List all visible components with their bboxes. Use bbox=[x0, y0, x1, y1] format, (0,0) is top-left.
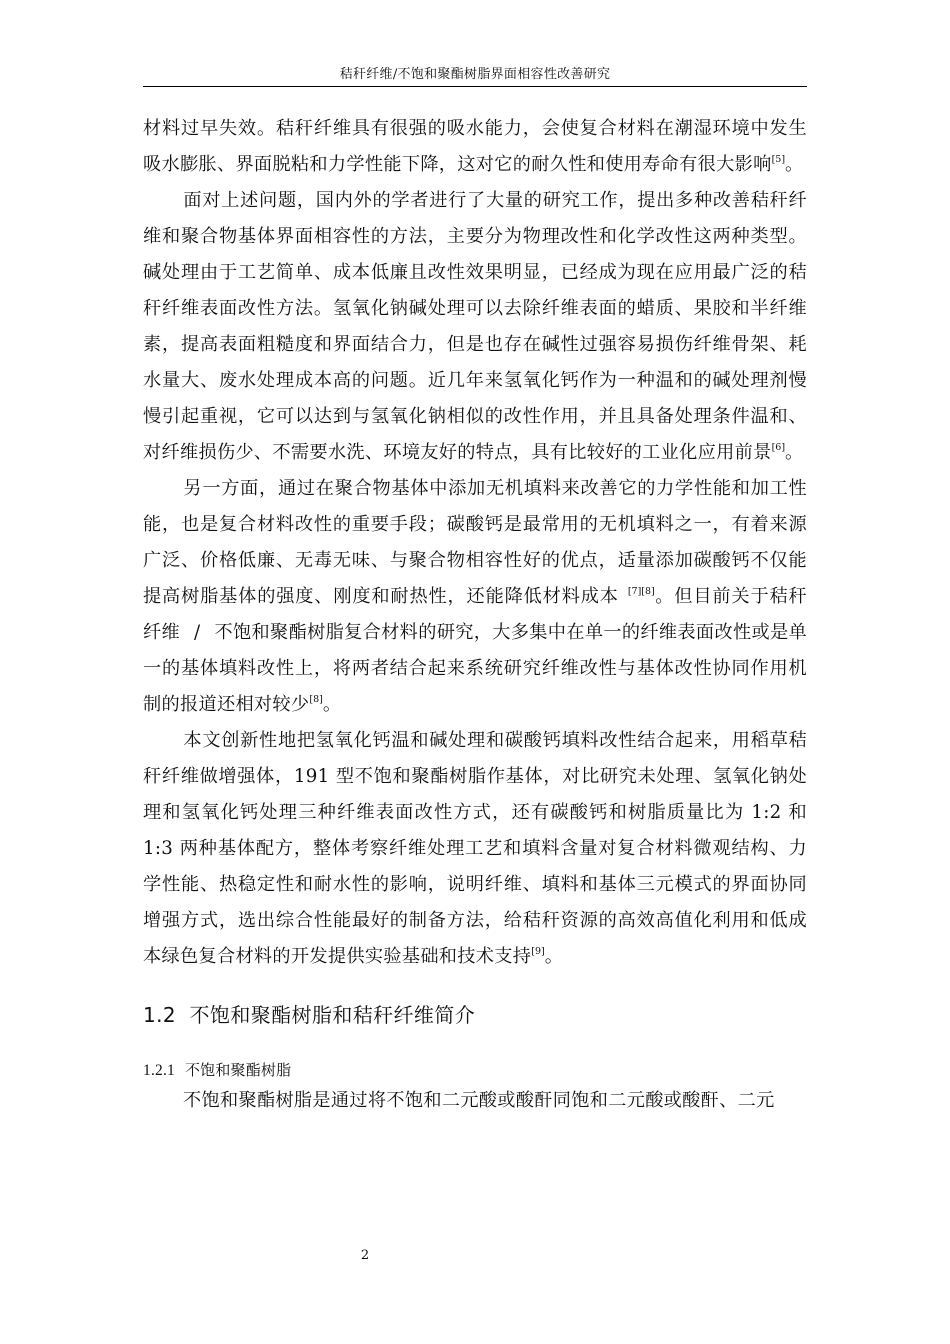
page-number: 2 bbox=[360, 1248, 370, 1263]
section-number: 1.2 bbox=[143, 1003, 177, 1027]
paragraph-problems-and-methods bbox=[143, 183, 807, 471]
section-heading bbox=[143, 1000, 807, 1030]
paragraph-end: 。 bbox=[785, 154, 804, 175]
running-header: 秸秆纤维/不饱和聚酯树脂界面相容性改善研究 bbox=[339, 67, 611, 82]
header-rule bbox=[143, 86, 807, 87]
paragraph-end: 。 bbox=[544, 946, 564, 967]
paragraph-text: 另一方面，通过在聚合物基体中添加无机填料来改善它的力学性能和加工性能，也是复合材料改性的重要手段；碳酸钙是最常用的无机填料之一，有着来源广泛、价格低廉、无毒无味、与聚合物相容性好的优点，适量添加碳酸钙不仅能提高树脂基体的强度、刚度和耐热性，还能降低材料成本 bbox=[143, 478, 807, 607]
section-title: 不饱和聚酯树脂和秸秆纤维简介 bbox=[189, 1003, 476, 1027]
slash: / bbox=[194, 622, 201, 643]
subsection-heading bbox=[143, 1059, 807, 1082]
citation: [5] bbox=[771, 153, 786, 165]
paragraph-research-aims bbox=[143, 723, 807, 975]
subsection-title: 不饱和聚酯树脂 bbox=[184, 1061, 292, 1079]
paragraph-text: 。但目前关于秸秆纤维 bbox=[143, 586, 807, 643]
citation: [8] bbox=[309, 693, 323, 705]
paragraph-text: 不饱和聚酯树脂复合材料的研究，大多集中在单一的纤维表面改性或是单一的基体填料改性上，将两者结合起来系统研究纤维改性与基体改性协同作用机制的报道还相对较少 bbox=[143, 622, 807, 715]
page-body bbox=[143, 111, 807, 1119]
paragraph-text: 本文创新性地把氢氧化钙温和碱处理和碳酸钙填料改性结合起来，用稻草秸秆纤维做增强体，191 型不饱和聚酯树脂作基体，对比研究未处理、氢氧化钠处理和氢氧化钙处理三种纤维表面改性方式，还有碳酸钙和树脂质量比为 1:2 和 1:3 两种基体配方，整体考察纤维处理工艺和填料含量对复合材料微观结构、力学性能、热稳定性和耐水性的影响，说明纤维、填料和基体三元模式的界面协同增强方式，选出综合性能最好的制备方法，给秸秆资源的高效高值化利用和低成本绿色复合材料的开发提供实验基础和技术支持 bbox=[143, 730, 807, 967]
citation: [7][8] bbox=[627, 585, 655, 597]
paragraph-filler-modification bbox=[143, 471, 807, 723]
paragraph-continued bbox=[143, 111, 807, 183]
citation: [9] bbox=[531, 945, 545, 957]
subsection-number: 1.2.1 bbox=[143, 1062, 175, 1079]
paragraph-text: 面对上述问题，国内外的学者进行了大量的研究工作，提出多种改善秸秆纤维和聚合物基体界面相容性的方法，主要分为物理改性和化学改性这两种类型。碱处理由于工艺简单、成本低廉且改性效果明显，已经成为现在应用最广泛的秸秆纤维表面改性方法。氢氧化钠碱处理可以去除纤维表面的蜡质、果胶和半纤维素，提高表面粗糙度和界面结合力，但是也存在碱性过强容易损伤纤维骨架、耗水量大、废水处理成本高的问题。近几年来氢氧化钙作为一种温和的碱处理剂慢慢引起重视，它可以达到与氢氧化钠相似的改性作用，并且具备处理条件温和、对纤维损伤少、不需要水洗、环境友好的特点，具有比较好的工业化应用前景 bbox=[143, 190, 807, 463]
paragraph-text: 不饱和聚酯树脂是通过将不饱和二元酸或酸酐同饱和二元酸或酸酐、二元 bbox=[183, 1090, 775, 1111]
paragraph-resin-intro bbox=[143, 1083, 807, 1119]
citation: [6] bbox=[771, 441, 786, 453]
paragraph-text: 材料过早失效。秸秆纤维具有很强的吸水能力，会使复合材料在潮湿环境中发生吸水膨胀、界面脱粘和力学性能下降，这对它的耐久性和使用寿命有很大影响 bbox=[143, 118, 807, 175]
paragraph-end: 。 bbox=[322, 694, 342, 715]
paragraph-end: 。 bbox=[785, 442, 804, 463]
